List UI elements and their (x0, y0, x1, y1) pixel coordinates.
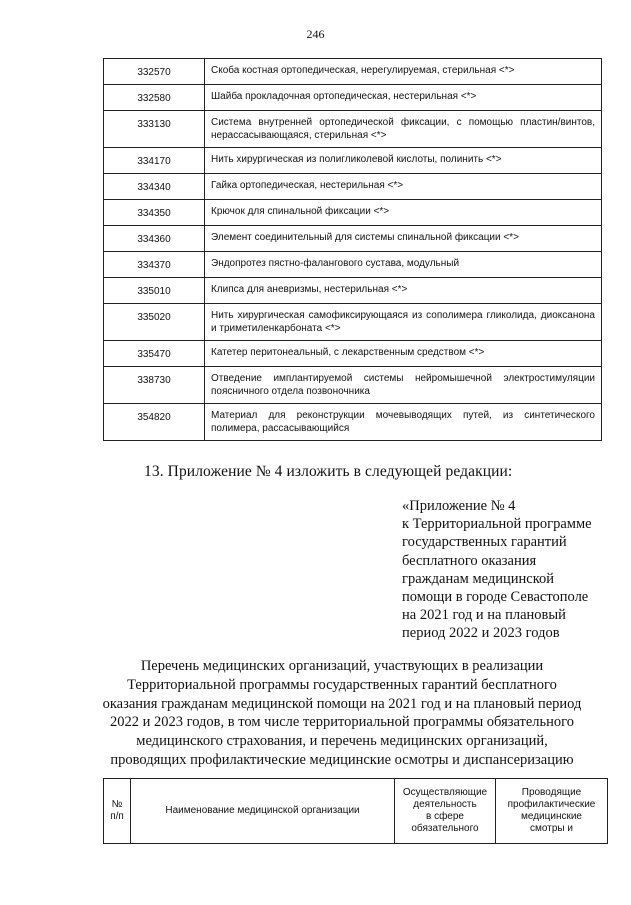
table-row (104, 304, 602, 341)
header-org-name: Наименование медицинской организации (131, 779, 395, 844)
title-line: оказания гражданам медицинской помощи на 2021 год и на плановый период (102, 695, 582, 712)
header-prophylactic (496, 779, 608, 844)
header-oms-line: деятельность (413, 799, 477, 810)
page-number: 246 (306, 27, 325, 41)
table-row (104, 226, 602, 252)
table-row (104, 404, 602, 441)
table-row (104, 59, 602, 85)
device-description: Гайка ортопедическая, нестерильная <*> (205, 174, 602, 200)
organizations-list-title (92, 657, 592, 770)
header-prof-line: Проводящие (521, 787, 582, 798)
header-num-line: № (111, 799, 123, 810)
device-code: 334340 (104, 174, 205, 200)
header-num-line: п/п (110, 811, 124, 822)
table-row (104, 341, 602, 367)
device-code: 335020 (104, 304, 205, 341)
device-code: 332580 (104, 85, 205, 111)
device-code: 334350 (104, 200, 205, 226)
title-line: Территориальной программы государственных гарантий бесплатного (127, 676, 557, 693)
device-description: Клипса для аневризмы, нестерильная <*> (205, 278, 602, 304)
table-row (104, 252, 602, 278)
device-code: 332570 (104, 59, 205, 85)
table-row (104, 85, 602, 111)
header-prof-line: медицинские (521, 811, 582, 822)
medical-devices-table (103, 58, 602, 441)
header-prof-line: смотры и (530, 823, 573, 834)
device-description: Скоба костная ортопедическая, нерегулируемая, стерильная <*> (205, 59, 602, 85)
device-description: Катетер перитонеальный, с лекарственным средством <*> (205, 341, 602, 367)
header-prof-line: профилактические (507, 799, 596, 810)
appendix-line: помощи в городе Севастополе (402, 589, 589, 606)
device-description: Нить хирургическая из полигликолевой кислоты, полинить <*> (205, 148, 602, 174)
table-row (104, 200, 602, 226)
table-row (104, 278, 602, 304)
title-line: проводящих профилактические медицинские осмотры и диспансеризацию (110, 751, 574, 768)
appendix-line: к Территориальной программе (402, 516, 592, 533)
device-description: Элемент соединительный для системы спинальной фиксации <*> (205, 226, 602, 252)
item-13-heading: 13. Приложение № 4 изложить в следующей редакции: (144, 463, 513, 480)
title-line: Перечень медицинских организаций, участвующих в реализации (140, 658, 544, 674)
device-code: 335010 (104, 278, 205, 304)
appendix-caption (402, 497, 617, 643)
header-oms-line: обязательного (411, 823, 479, 834)
device-description: Крючок для спинальной фиксации <*> (205, 200, 602, 226)
table-row (104, 111, 602, 148)
title-line: 2022 и 2023 годов, в том числе территориальной программы обязательного (110, 714, 574, 731)
header-oms-line: Осуществляющие (402, 787, 488, 798)
device-description: Материал для реконструкции мочевыводящих путей, из синтетического полимера, рассасывающийся (205, 404, 602, 441)
device-description: Отведение имплантируемой системы нейромышечной электростимуляции поясничного отдела позвоночника (205, 367, 602, 404)
device-code: 334360 (104, 226, 205, 252)
device-description: Система внутренней ортопедической фиксации, с помощью пластин/винтов, нерассасывающаяся, стерильная <*> (205, 111, 602, 148)
device-description: Нить хирургическая самофиксирующаяся из сополимера гликолида, диоксанона и триметиленкарбоната <*> (205, 304, 602, 341)
device-code: 338730 (104, 367, 205, 404)
device-code: 334170 (104, 148, 205, 174)
table-row (104, 148, 602, 174)
header-oms (395, 779, 496, 844)
appendix-line: «Приложение № 4 (402, 498, 516, 514)
organizations-table-header (104, 779, 608, 844)
appendix-line: гражданам медицинской (402, 570, 555, 587)
device-code: 354820 (104, 404, 205, 441)
title-line: медицинского страхования, и перечень медицинских организаций, (136, 733, 548, 750)
appendix-line: государственных гарантий (402, 534, 567, 551)
appendix-line: период 2022 и 2023 годов (402, 625, 560, 642)
appendix-line: бесплатного оказания (402, 552, 537, 569)
device-code: 335470 (104, 341, 205, 367)
device-description: Эндопротез пястно-фалангового сустава, модульный (205, 252, 602, 278)
device-description: Шайба прокладочная ортопедическая, нестерильная <*> (205, 85, 602, 111)
header-oms-line: в сфере (425, 811, 464, 822)
device-code: 333130 (104, 111, 205, 148)
table-row (104, 367, 602, 404)
table-row (104, 174, 602, 200)
organizations-table (103, 778, 608, 844)
header-num (104, 779, 131, 844)
appendix-line: на 2021 год и на плановый (402, 607, 566, 624)
device-code: 334370 (104, 252, 205, 278)
